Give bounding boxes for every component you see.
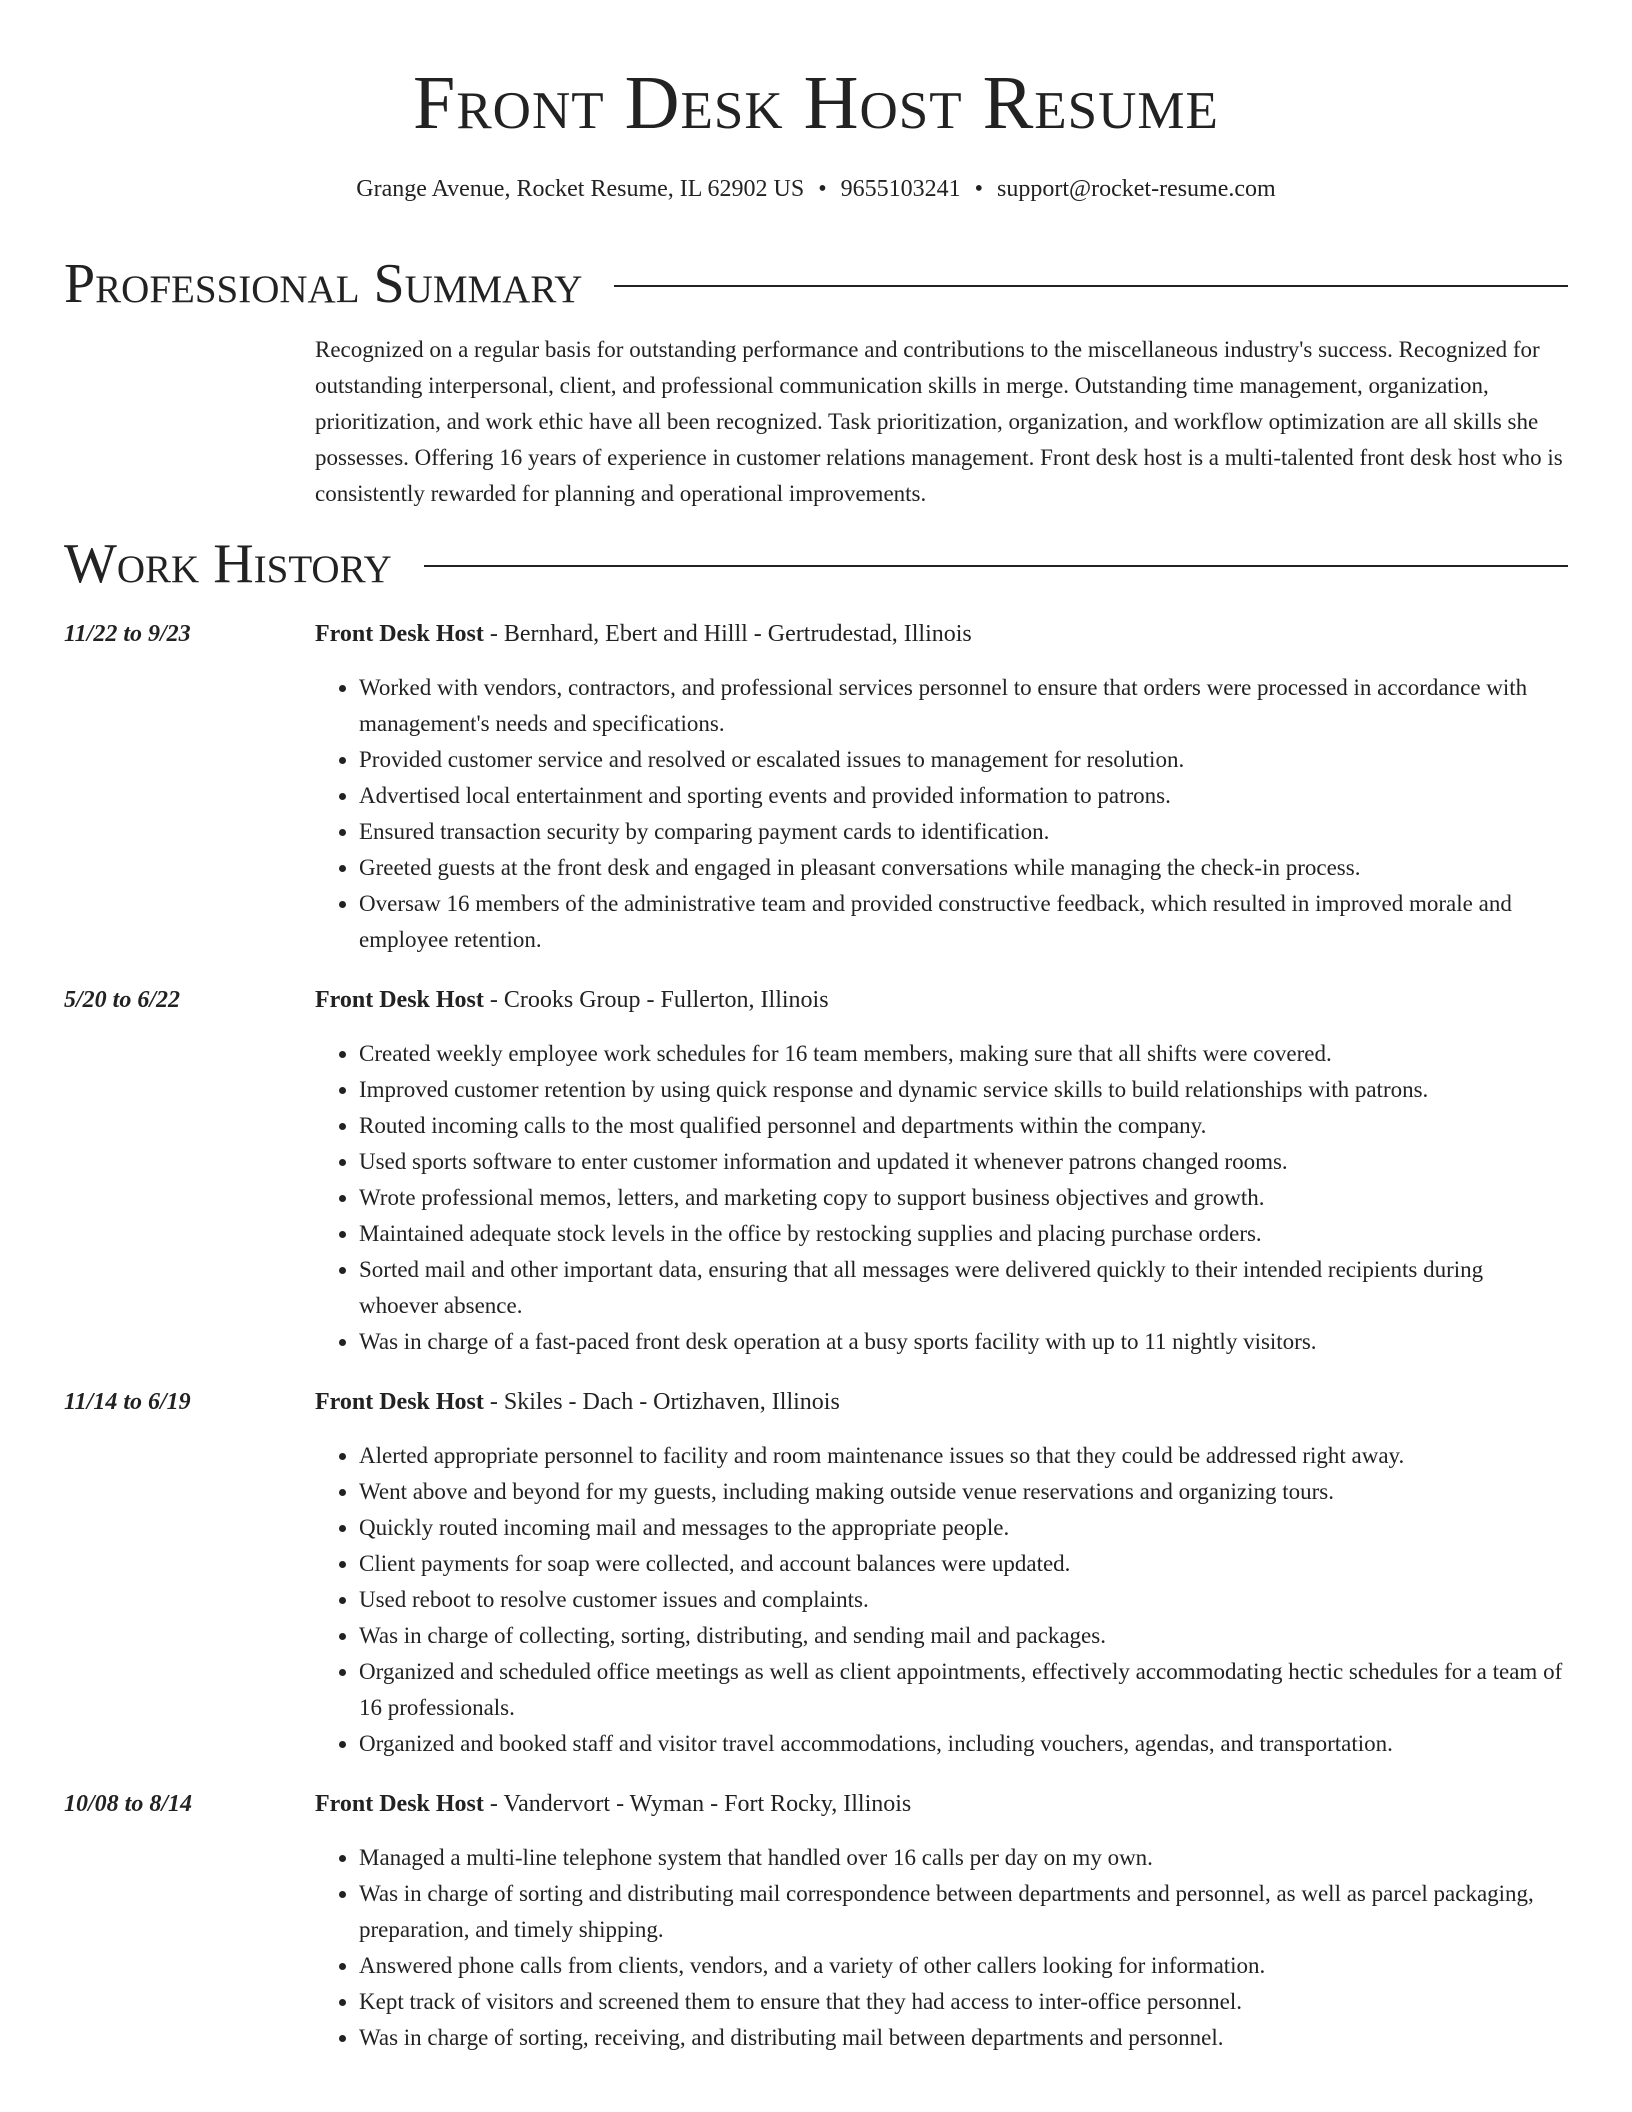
job-dates: 11/14 to 6/19 — [64, 1389, 191, 1415]
job-bullet: • Provided customer service and resolved or escalated issues to management for resolution. — [359, 742, 1568, 778]
job-bullet: • Wrote professional memos, letters, and marketing copy to support business objectives and growth. — [359, 1180, 1568, 1216]
job-bullet: • Used reboot to resolve customer issues and complaints. — [359, 1582, 1568, 1618]
job-dates: 5/20 to 6/22 — [64, 987, 181, 1013]
job-heading — [315, 1786, 1568, 1822]
job-bullet: • Client payments for soap were collected, and account balances were updated. — [359, 1546, 1568, 1582]
job-bullet: • Was in charge of sorting and distributing mail correspondence between departments and personnel, as well as parcel packaging, preparation, and timely shipping. — [359, 1876, 1568, 1948]
contact-separator: • — [818, 176, 827, 202]
contact-phone: 9655103241 — [840, 176, 961, 202]
job-bullet: • Maintained adequate stock levels in the office by restocking supplies and placing purchase orders. — [359, 1216, 1568, 1252]
summary-text: Recognized on a regular basis for outstanding performance and contributions to the miscellaneous industry's success. Recognized for outstanding interpersonal, client, and professional communication skills in merge. Outstanding time management, organization, prioritization, and work ethic have all been recognized. Task prioritization, organization, and workflow optimization are all skills she possesses. Offering 16 years of experience in customer relations management. Front desk host is a multi-talented front desk host who is consistently rewarded for planning and operational improvements. — [315, 337, 1563, 506]
work-heading: Work History — [64, 533, 392, 595]
section-divider — [424, 565, 1568, 567]
job-bullet: • Was in charge of a fast-paced front desk operation at a busy sports facility with up to 11 nightly visitors. — [359, 1324, 1568, 1360]
contact-email: support@rocket-resume.com — [997, 176, 1276, 202]
job-employer: - Vandervort - Wyman - Fort Rocky, Illinois — [483, 1791, 912, 1817]
job-employer: - Skiles - Dach - Ortizhaven, Illinois — [483, 1389, 840, 1415]
contact-separator: • — [974, 176, 984, 202]
job-bullet: • Worked with vendors, contractors, and professional services personnel to ensure that orders were processed in accordance with management's needs and specifications. — [359, 670, 1568, 742]
job-details — [315, 616, 1568, 958]
contact-line — [64, 172, 1568, 206]
job-bullet: • Answered phone calls from clients, vendors, and a variety of other callers looking for information. — [359, 1948, 1568, 1984]
section-divider — [614, 285, 1568, 287]
job-bullet: • Sorted mail and other important data, ensuring that all messages were delivered quickly to their intended recipients during whoever absence. — [359, 1252, 1568, 1324]
job-employer: - Crooks Group - Fullerton, Illinois — [483, 987, 829, 1013]
work-section-header — [64, 532, 1568, 596]
job-title: Front Desk Host — [315, 621, 484, 647]
job-heading — [315, 1384, 1568, 1420]
job-entry — [64, 1786, 1568, 2056]
contact-address: Grange Avenue, Rocket Resume, IL 62902 US — [356, 176, 805, 202]
job-heading — [315, 982, 1568, 1018]
job-entry — [64, 1384, 1568, 1762]
job-bullet-list — [315, 1036, 1568, 1360]
job-bullet: • Was in charge of sorting, receiving, and distributing mail between departments and personnel. — [359, 2020, 1568, 2056]
work-history-list — [64, 616, 1568, 2056]
job-details — [315, 1786, 1568, 2056]
job-bullet: • Organized and booked staff and visitor travel accommodations, including vouchers, agendas, and transportation. — [359, 1726, 1568, 1762]
job-details — [315, 982, 1568, 1360]
job-bullet: • Created weekly employee work schedules for 16 team members, making sure that all shifts were covered. — [359, 1036, 1568, 1072]
job-bullet-list — [315, 1840, 1568, 2056]
job-bullet-list — [315, 670, 1568, 958]
job-title: Front Desk Host — [315, 1791, 484, 1817]
job-heading — [315, 616, 1568, 652]
job-bullet: • Advertised local entertainment and sporting events and provided information to patrons. — [359, 778, 1568, 814]
summary-heading: Professional Summary — [64, 253, 583, 315]
job-title: Front Desk Host — [315, 1389, 484, 1415]
job-bullet: • Alerted appropriate personnel to facility and room maintenance issues so that they could be addressed right away. — [359, 1438, 1568, 1474]
job-details — [315, 1384, 1568, 1762]
job-entry — [64, 982, 1568, 1360]
job-bullet: • Quickly routed incoming mail and messages to the appropriate people. — [359, 1510, 1568, 1546]
job-entry — [64, 616, 1568, 958]
job-employer: - Bernhard, Ebert and Hilll - Gertrudestad, Illinois — [483, 621, 972, 647]
job-bullet: • Routed incoming calls to the most qualified personnel and departments within the company. — [359, 1108, 1568, 1144]
summary-section-header — [64, 252, 1568, 316]
job-bullet: • Ensured transaction security by comparing payment cards to identification. — [359, 814, 1568, 850]
job-bullet: • Oversaw 16 members of the administrative team and provided constructive feedback, which resulted in improved morale and employee retention. — [359, 886, 1568, 958]
resume-title: Front Desk Host Resume — [413, 61, 1219, 145]
job-bullet: • Greeted guests at the front desk and engaged in pleasant conversations while managing the check-in process. — [359, 850, 1568, 886]
job-bullet: • Organized and scheduled office meetings as well as client appointments, effectively accommodating hectic schedules for a team of 16 professionals. — [359, 1654, 1568, 1726]
job-bullet: • Kept track of visitors and screened them to ensure that they had access to inter-office personnel. — [359, 1984, 1568, 2020]
job-bullet: • Improved customer retention by using quick response and dynamic service skills to build relationships with patrons. — [359, 1072, 1568, 1108]
job-bullet: • Managed a multi-line telephone system that handled over 16 calls per day on my own. — [359, 1840, 1568, 1876]
job-dates: 11/22 to 9/23 — [64, 621, 191, 647]
resume-page — [64, 0, 1568, 2056]
job-bullet-list — [315, 1438, 1568, 1762]
job-title: Front Desk Host — [315, 987, 484, 1013]
job-bullet: • Used sports software to enter customer information and updated it whenever patrons changed rooms. — [359, 1144, 1568, 1180]
job-dates: 10/08 to 8/14 — [64, 1791, 193, 1817]
job-bullet: • Went above and beyond for my guests, including making outside venue reservations and organizing tours. — [359, 1474, 1568, 1510]
job-bullet: • Was in charge of collecting, sorting, distributing, and sending mail and packages. — [359, 1618, 1568, 1654]
